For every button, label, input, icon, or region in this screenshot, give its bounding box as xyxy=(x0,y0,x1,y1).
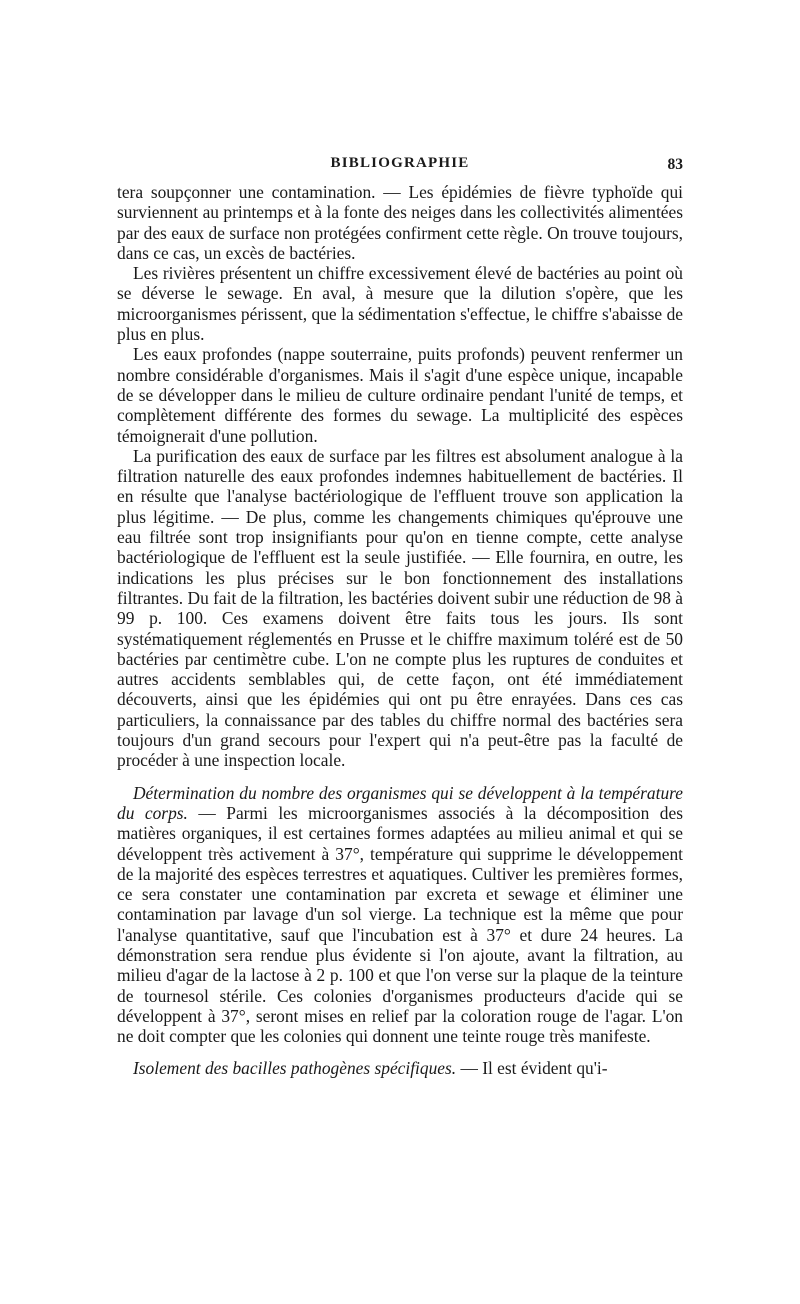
section-text: — Parmi les microorganismes associés à la décomposition des matières organiques, il est certaines formes adaptées au milieu animal et qui se développent très activement à 37°, température qui supprime le développement de la majorité des espèces terrestres et aquatiques. Cultiver les premières formes, ce sera constater une contamination par excreta et sewage et éliminer une contamination par lavage d'un sol vierge. La technique est la même que pour l'analyse quantitative, sauf que l'incubation est à 37° et dure 24 heures. La démonstration sera rendue plus évidente si l'on ajoute, avant la filtration, au milieu d'agar de la lactose à 2 p. 100 et que l'on verse sur la plaque de la teinture de tournesol stérile. Ces colonies d'organismes producteurs d'acide qui se développent à 37°, seront mises en relief par la coloration rouge de l'agar. L'on ne doit compter que les colonies qui donnent une teinte rouge très manifeste. xyxy=(117,802,683,1047)
section-spacer xyxy=(117,1046,683,1058)
running-title: BIBLIOGRAPHIE xyxy=(330,155,470,171)
section-title: Détermination du nombre des organismes qui se développent à la température du corps. xyxy=(117,782,683,823)
section-paragraph xyxy=(117,783,683,1047)
page-body xyxy=(117,182,683,1079)
section-paragraph xyxy=(117,1058,683,1078)
paragraph-2: Les rivières présentent un chiffre excessivement élevé de bactéries au point où se déverse le sewage. En aval, à mesure que la dilution s'opère, que les microorganismes périssent, que la sédimentation s'effectue, le chiffre s'abaisse de plus en plus. xyxy=(117,263,683,345)
page-header xyxy=(117,150,683,180)
section-temperature xyxy=(117,783,683,1047)
paragraph-4: La purification des eaux de surface par les filtres est absolument analogue à la filtration naturelle des eaux profondes indemnes habituellement de bactéries. Il en résulte que l'analyse bactériologique de l'effluent trouve son application la plus légitime. — De plus, comme les changements chimiques qu'éprouve une eau filtrée sont trop insignifiants pour qu'on en tienne compte, cette analyse bactériologique de l'effluent est la seule justifiée. — Elle fournira, en outre, les indications les plus précises sur le bon fonctionnement des installations filtrantes. Du fait de la filtration, les bactéries doivent subir une réduction de 98 à 99 p. 100. Ces examens doivent être faits tous les jours. Ils sont systématiquement réglementés en Prusse et le chiffre maximum toléré est de 50 bactéries par centimètre cube. L'on ne compte plus les ruptures de conduites et autres accidents semblables qui, de cette façon, ont été immédiatement découverts, ainsi que les épidémies qui ont pu être enrayées. Dans ces cas particuliers, la connaissance par des tables du chiffre normal des bactéries sera toujours d'un grand secours pour l'expert qui n'a peut-être pas la faculté de procéder à une inspection locale. xyxy=(117,445,683,771)
section-isolation xyxy=(117,1058,683,1078)
section-spacer xyxy=(117,771,683,783)
section-title: Isolement des bacilles pathogènes spécifiques. xyxy=(133,1058,457,1079)
paragraph-3: Les eaux profondes (nappe souterraine, puits profonds) peuvent renfermer un nombre considérable d'organismes. Mais il s'agit d'une espèce unique, incapable de se développer dans le milieu de culture ordinaire pendant l'unité de temps, et complètement différente des formes du sewage. La multiplicité des espèces témoignerait d'une pollution. xyxy=(117,344,683,446)
paragraph-1: tera soupçonner une contamination. — Les épidémies de fièvre typhoïde qui surviennent au printemps et à la fonte des neiges dans les collectivités alimentées par des eaux de surface non protégées confirment cette règle. On trouve toujours, dans ce cas, un excès de bactéries. xyxy=(117,182,683,263)
section-text: — Il est évident qu'i- xyxy=(456,1058,608,1079)
page-number: 83 xyxy=(667,156,683,173)
